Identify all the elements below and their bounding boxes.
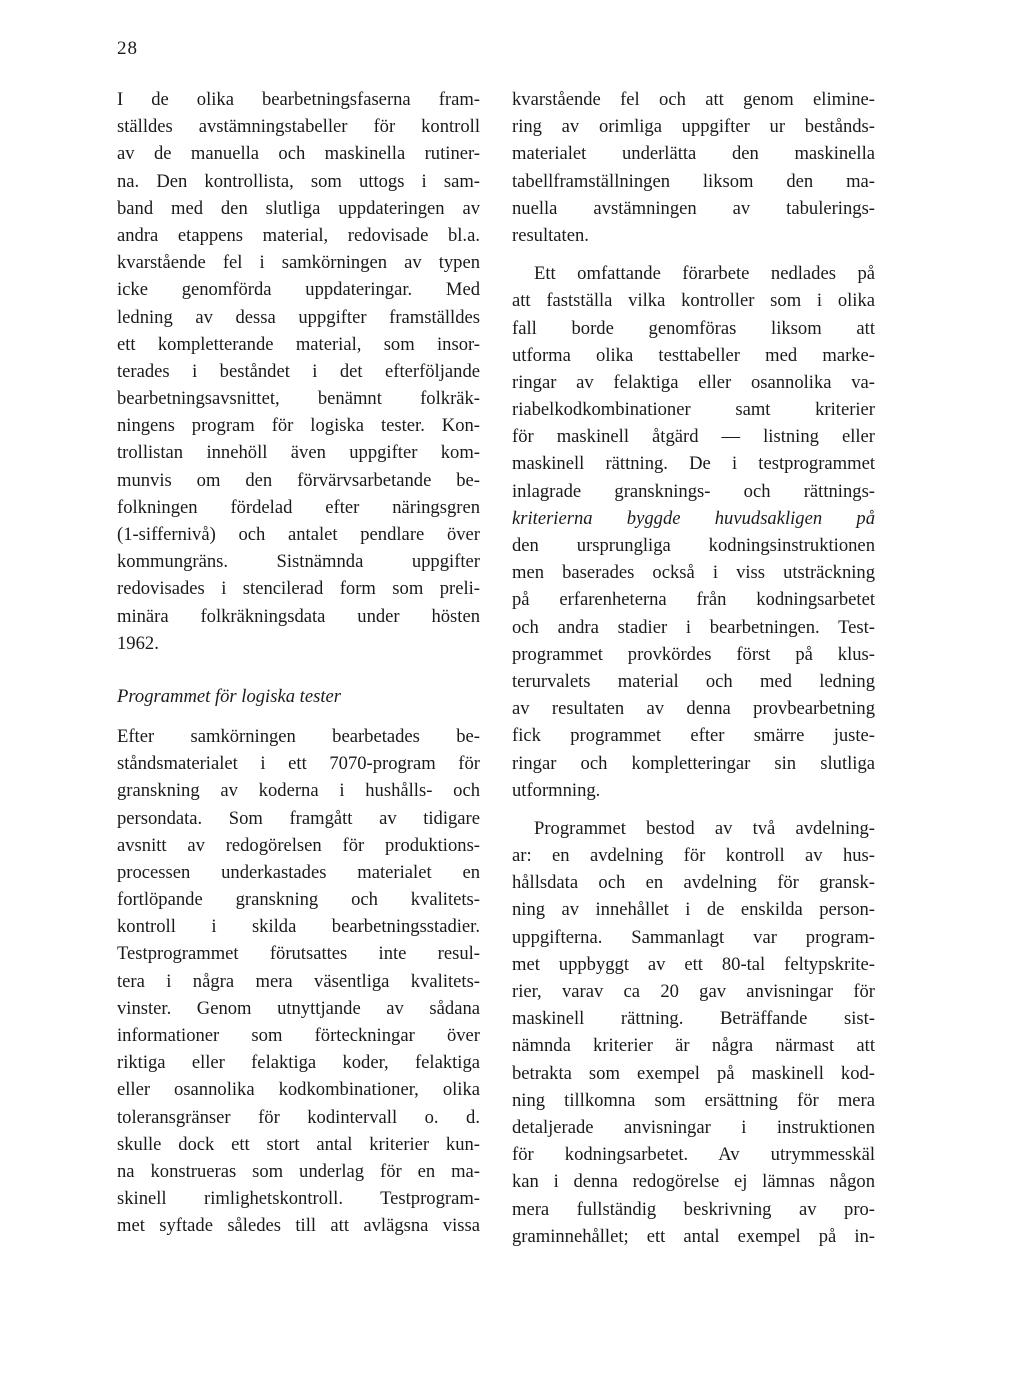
text-line: fick programmet efter smärre juste- [512,725,875,747]
text-line: 1962. [117,632,159,654]
text-line: fortlöpande granskning och kvalitets- [117,889,480,911]
text-line: fall borde genomföras liksom att [512,317,875,339]
text-line: kvarstående fel i samkörningen av typen [117,252,480,274]
text-line: ringar och kompletteringar sin slutliga [512,752,875,774]
text-line: nämnda kriterier är några närmast att [512,1035,875,1057]
text-line: kvarstående fel och att genom elimine- [512,89,875,110]
text-line-mixed [512,505,875,532]
text-line: minära folkräkningsdata under hösten [117,605,480,627]
text-line: munvis om den förvärvsarbetande be- [117,469,480,491]
text-line: informationer som förteckningar över [117,1025,480,1046]
text-line: riktiga eller felaktiga koder, felaktiga [117,1052,480,1074]
text-line: redovisades i stencilerad form som preli- [117,578,480,600]
text-line: ning av innehållet i de enskilda person- [512,899,875,921]
text-line: na. Den kontrollista, som uttogs i sam- [117,170,480,192]
text-line: ar: en avdelning för kontroll av hus- [512,845,875,867]
text-line: av de manuella och maskinella rutiner- [117,143,480,165]
text-line: met syftade således till att avlägsna vissa [117,1215,480,1237]
text-line: bearbetningsavsnittet, benämnt folkräk- [117,388,480,410]
paragraph-text-columns-intro [117,86,480,657]
text-line: men baserades också i viss utsträckning [512,562,875,584]
text-line: ståndsmaterialet i ett 7070-program för [117,753,480,775]
text-line: I de olika bearbetningsfaserna fram- [117,89,480,110]
text-line: Programmet bestod av två avdelning- [534,817,875,839]
text-line: eller osannolika kodkombinationer, olika [117,1079,480,1101]
text-line: uppgifterna. Sammanlagt var program- [512,926,875,948]
right-column [512,86,875,1250]
left-column [117,86,480,1240]
paragraph-logical-tests [117,723,480,1240]
text-line: för maskinell åtgärd — listning eller [512,426,875,448]
text-line: maskinell rättning. De i testprogrammet [512,453,875,475]
text-line: och andra stadier i bearbetningen. Test- [512,616,875,638]
text-line: den ursprungliga kodningsinstruktionen [512,535,875,556]
text-line: utformning. [512,779,601,801]
text-line: skulle dock ett stort antal kriterier kun- [117,1133,480,1155]
text-line: mera fullständig beskrivning av pro- [512,1198,875,1220]
text-line: Testprogrammet förutsattes inte resul- [117,943,480,965]
text-line: betrakta som exempel på maskinell kod- [512,1062,875,1084]
text-line: Efter samkörningen bearbetades be- [117,725,480,747]
text-line: folkningen fördelad efter näringsgren [117,496,480,518]
text-line: inlagrade gransknings- och rättnings- [512,480,875,502]
text-line: ställdes avstämningstabeller för kontroll [117,116,480,138]
text-line: vinster. Genom utnyttjande av sådana [117,997,480,1019]
text-line: riabelkodkombinationer samt kriterier [512,399,875,421]
text-line: av resultaten av denna provbearbetning [512,698,875,720]
text-line: avsnitt av redogörelsen för produktions- [117,834,480,856]
text-line: hållsdata och en avdelning för gransk- [512,872,875,894]
paragraph-continuation [512,86,875,249]
text-line: ning tillkomna som ersättning för mera [512,1089,875,1111]
text-line: tabellframställningen liksom den ma- [512,170,875,192]
text-line: nuella avstämningen av tabulerings- [512,197,875,219]
text-line: kontroll i skilda bearbetningsstadier. [117,916,480,938]
text-line: ett kompletterande material, som insor- [117,333,480,355]
text-line: band med den slutliga uppdateringen av [117,197,480,219]
text-line: graminnehållet; ett antal exempel på in- [512,1225,875,1247]
text-line: processen underkastades materialet en [117,861,480,883]
text-line: ring av orimliga uppgifter ur bestånds- [512,116,875,138]
text-line: trollistan innehöll även uppgifter kom- [117,442,480,464]
text-line: programmet provkördes först på klus- [512,643,875,665]
text-line: tera i några mera väsentliga kvalitets- [117,970,480,992]
paragraph-program-structure [512,815,875,1250]
text-line: maskinell rättning. Beträffande sist- [512,1008,875,1030]
page-number: 28 [117,38,138,59]
italic-word: kriterierna [512,507,593,529]
italic-phrase: byggde huvudsakligen på [592,507,875,529]
paragraph-preparatory-work [512,260,875,804]
text-line: utforma olika testtabeller med marke- [512,344,875,366]
section-heading: Programmet för logiska tester [117,685,341,707]
text-line: materialet underlätta den maskinella [512,143,875,165]
text-line: (1-siffernivå) och antalet pendlare över [117,524,480,545]
text-line: icke genomförda uppdateringar. Med [117,279,480,301]
text-line: ningens program för logiska tester. Kon- [117,415,480,437]
text-line: terurvalets material och med ledning [512,670,875,692]
text-line: toleransgränser för kodintervall o. d. [117,1106,480,1128]
text-line: för kodningsarbetet. Av utrymmesskäl [512,1144,875,1166]
text-line: terades i beståndet i det efterföljande [117,360,480,382]
text-line: granskning av koderna i hushålls- och [117,780,480,802]
text-line: resultaten. [512,224,589,246]
text-line: skinell rimlighetskontroll. Testprogram- [117,1188,480,1210]
text-line: rier, varav ca 20 gav anvisningar för [512,981,875,1002]
text-line: ringar av felaktiga eller osannolika va- [512,371,875,393]
text-line: ledning av dessa uppgifter framställdes [117,306,480,328]
text-line: Ett omfattande förarbete nedlades på [534,263,875,285]
text-line: andra etappens material, redovisade bl.a. [117,224,480,246]
text-line: på erfarenheterna från kodningsarbetet [512,589,875,611]
text-line: persondata. Som framgått av tidigare [117,807,480,829]
text-line: kan i denna redogörelse ej lämnas någon [512,1171,875,1193]
text-line: met uppbyggt av ett 80-tal feltypskrite- [512,953,875,975]
text-line: detaljerade anvisningar i instruktionen [512,1116,875,1138]
text-line: na konstrueras som underlag för en ma- [117,1160,480,1182]
text-line: att fastställa vilka kontroller som i olika [512,290,875,312]
text-line: kommungräns. Sistnämnda uppgifter [117,551,480,573]
